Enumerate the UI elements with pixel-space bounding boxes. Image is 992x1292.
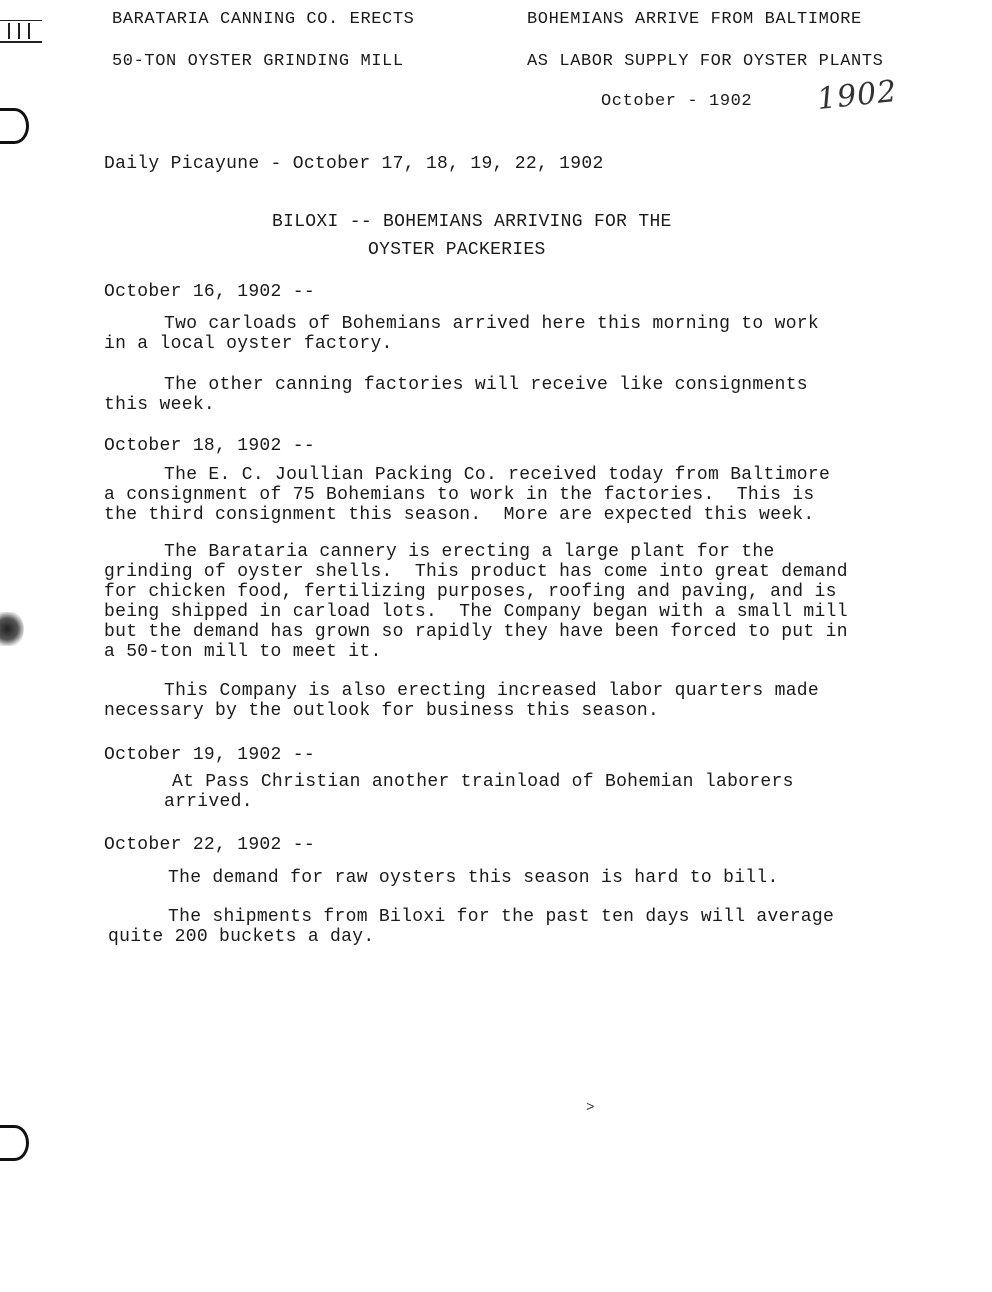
text-line: for chicken food, fertilizing purposes, roofing and paving, and is	[104, 582, 837, 602]
paragraph	[104, 465, 830, 525]
text-line: The other canning factories will receive like consignments	[164, 375, 808, 395]
paragraph	[104, 907, 834, 947]
punch-hole-top	[0, 108, 29, 144]
binder-tab	[0, 20, 42, 43]
text-line: a 50-ton mill to meet it.	[104, 642, 382, 662]
source-line: Daily Picayune - October 17, 18, 19, 22, 1902	[104, 154, 604, 174]
entry-date: October 22, 1902 --	[104, 835, 315, 855]
text-line: a consignment of 75 Bohemians to work in the factories. This is	[104, 485, 815, 505]
text-line: arrived.	[164, 792, 253, 812]
text-line: quite 200 buckets a day.	[108, 927, 375, 947]
article-title-line-2: OYSTER PACKERIES	[368, 240, 546, 260]
text-line: being shipped in carload lots. The Company began with a small mill	[104, 602, 848, 622]
punch-hole-middle	[0, 612, 24, 646]
header-right-line-1: BOHEMIANS ARRIVE FROM BALTIMORE	[527, 10, 862, 29]
paragraph	[104, 772, 794, 812]
paragraph	[104, 868, 779, 888]
handwritten-year: 1902	[815, 73, 899, 118]
text-line: but the demand has grown so rapidly they have been forced to put in	[104, 622, 848, 642]
text-line: This Company is also erecting increased labor quarters made	[164, 681, 820, 701]
paragraph	[104, 314, 819, 354]
entry-date: October 18, 1902 --	[104, 436, 315, 456]
text-line: this week.	[104, 395, 216, 415]
header-date: October - 1902	[601, 92, 753, 111]
entry-date: October 16, 1902 --	[104, 282, 315, 302]
text-line: At Pass Christian another trainload of Bohemian laborers	[172, 772, 794, 792]
paragraph	[104, 681, 819, 721]
text-line: The E. C. Joullian Packing Co. received today from Baltimore	[164, 465, 831, 485]
paragraph	[104, 542, 848, 662]
header-right-line-2: AS LABOR SUPPLY FOR OYSTER PLANTS	[527, 52, 884, 71]
text-line: the third consignment this season. More are expected this week.	[104, 505, 815, 525]
text-line: The demand for raw oysters this season is hard to bill.	[168, 868, 779, 888]
text-line: necessary by the outlook for business this season.	[104, 701, 660, 721]
text-line: in a local oyster factory.	[104, 334, 393, 354]
text-line: Two carloads of Bohemians arrived here this morning to work	[164, 314, 820, 334]
entry-date: October 19, 1902 --	[104, 745, 315, 765]
text-line: The Barataria cannery is erecting a large plant for the	[164, 542, 775, 562]
text-line: grinding of oyster shells. This product has come into great demand	[104, 562, 848, 582]
punch-hole-bottom	[0, 1125, 29, 1161]
stray-mark: ˃	[586, 1100, 595, 1116]
paragraph	[104, 375, 808, 415]
text-line: The shipments from Biloxi for the past ten days will average	[168, 907, 835, 927]
header-left-line-2: 50-TON OYSTER GRINDING MILL	[112, 52, 404, 71]
article-title-line-1: BILOXI -- BOHEMIANS ARRIVING FOR THE	[272, 212, 672, 232]
header-left-line-1: BARATARIA CANNING CO. ERECTS	[112, 10, 415, 29]
